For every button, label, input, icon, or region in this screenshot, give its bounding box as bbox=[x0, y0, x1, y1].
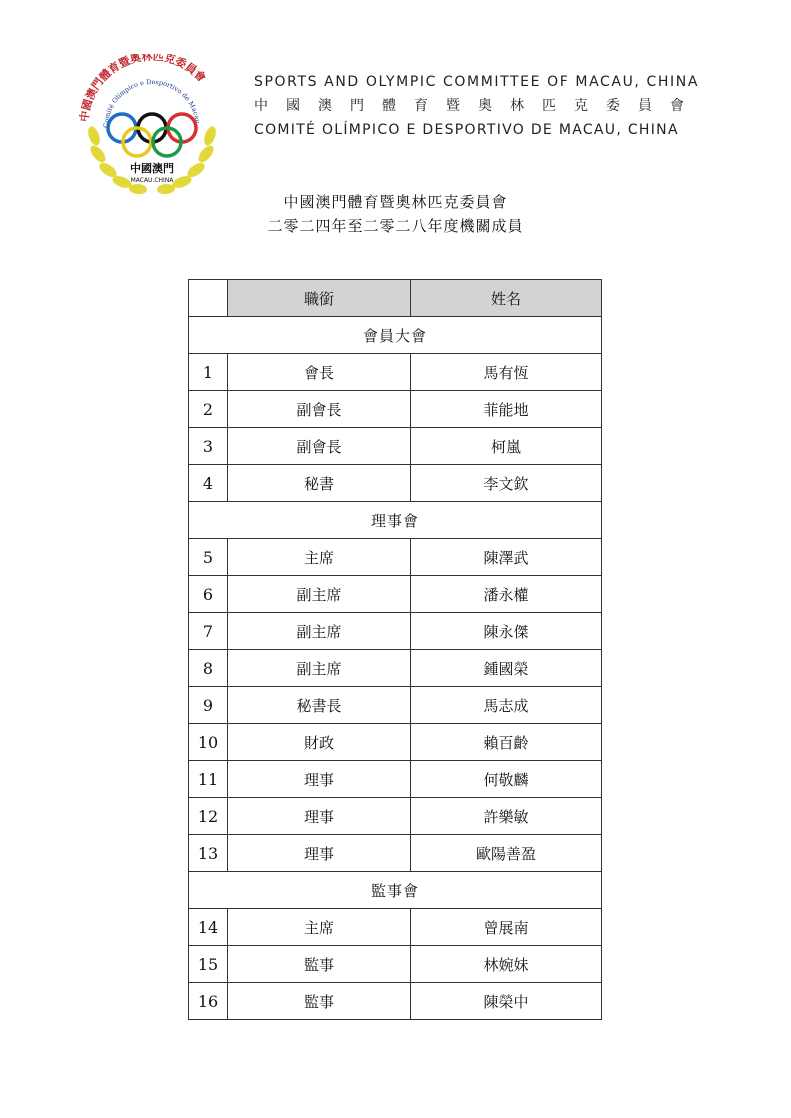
document-title bbox=[0, 190, 791, 238]
row-position: 秘書長 bbox=[228, 687, 411, 724]
row-name: 陳永傑 bbox=[411, 613, 602, 650]
logo-arc-text-pt: Comité Olímpico e Desportivo de Macau, bbox=[101, 77, 202, 129]
row-number: 10 bbox=[189, 724, 228, 761]
row-position: 副主席 bbox=[228, 650, 411, 687]
row-number: 11 bbox=[189, 761, 228, 798]
logo-label-en: MACAU.CHINA bbox=[130, 177, 174, 184]
row-position: 副會長 bbox=[228, 428, 411, 465]
table-row bbox=[189, 724, 602, 761]
row-number: 4 bbox=[189, 465, 228, 502]
section-row bbox=[189, 317, 602, 354]
row-name: 菲能地 bbox=[411, 391, 602, 428]
row-name: 鍾國榮 bbox=[411, 650, 602, 687]
row-name: 曾展南 bbox=[411, 909, 602, 946]
header-position: 職銜 bbox=[228, 280, 411, 317]
row-position: 副主席 bbox=[228, 613, 411, 650]
row-name: 何敬麟 bbox=[411, 761, 602, 798]
row-position: 監事 bbox=[228, 983, 411, 1020]
row-position: 秘書 bbox=[228, 465, 411, 502]
table-row bbox=[189, 835, 602, 872]
row-number: 6 bbox=[189, 576, 228, 613]
table-row bbox=[189, 909, 602, 946]
row-name: 許樂敏 bbox=[411, 798, 602, 835]
row-number: 13 bbox=[189, 835, 228, 872]
table-row bbox=[189, 983, 602, 1020]
table-row bbox=[189, 613, 602, 650]
committee-logo bbox=[72, 54, 232, 204]
logo-label-zh: 中國澳門 bbox=[130, 162, 174, 175]
logo-arc-text: 中國澳門體育暨奧林匹克委員會 bbox=[77, 54, 209, 123]
row-number: 16 bbox=[189, 983, 228, 1020]
table-row bbox=[189, 576, 602, 613]
laurel-wreath-icon bbox=[86, 125, 218, 195]
olympic-rings-icon bbox=[108, 114, 196, 156]
row-number: 7 bbox=[189, 613, 228, 650]
row-name: 陳澤武 bbox=[411, 539, 602, 576]
row-number: 15 bbox=[189, 946, 228, 983]
section-title: 會員大會 bbox=[189, 317, 602, 354]
title-line-2: 二零二四年至二零二八年度機關成員 bbox=[267, 217, 524, 235]
row-number: 3 bbox=[189, 428, 228, 465]
row-name: 柯嵐 bbox=[411, 428, 602, 465]
table-row bbox=[189, 687, 602, 724]
row-number: 1 bbox=[189, 354, 228, 391]
header-name: 姓名 bbox=[411, 280, 602, 317]
section-title: 理事會 bbox=[189, 502, 602, 539]
table-row bbox=[189, 650, 602, 687]
row-number: 12 bbox=[189, 798, 228, 835]
row-name: 歐陽善盈 bbox=[411, 835, 602, 872]
table-row bbox=[189, 798, 602, 835]
row-position: 財政 bbox=[228, 724, 411, 761]
row-position: 監事 bbox=[228, 946, 411, 983]
table-row bbox=[189, 391, 602, 428]
row-name: 潘永權 bbox=[411, 576, 602, 613]
title-line-1: 中國澳門體育暨奧林匹克委員會 bbox=[283, 193, 508, 211]
section-row bbox=[189, 502, 602, 539]
row-number: 9 bbox=[189, 687, 228, 724]
row-name: 陳榮中 bbox=[411, 983, 602, 1020]
row-position: 理事 bbox=[228, 761, 411, 798]
row-position: 副會長 bbox=[228, 391, 411, 428]
svg-text:中國澳門體育暨奧林匹克委員會 bbox=[77, 54, 209, 122]
row-number: 2 bbox=[189, 391, 228, 428]
table-row bbox=[189, 946, 602, 983]
row-number: 8 bbox=[189, 650, 228, 687]
org-name-zh: 中國澳門體育暨奧林匹克委員會 bbox=[254, 98, 702, 114]
row-position: 主席 bbox=[228, 909, 411, 946]
table-row bbox=[189, 354, 602, 391]
organization-header bbox=[254, 70, 702, 142]
row-name: 馬志成 bbox=[411, 687, 602, 724]
row-number: 14 bbox=[189, 909, 228, 946]
row-name: 賴百齡 bbox=[411, 724, 602, 761]
table-header-row bbox=[189, 280, 602, 317]
row-position: 主席 bbox=[228, 539, 411, 576]
org-name-pt: COMITÉ OLÍMPICO E DESPORTIVO DE MACAU, CHINA bbox=[254, 122, 679, 138]
row-number: 5 bbox=[189, 539, 228, 576]
row-position: 會長 bbox=[228, 354, 411, 391]
table-row bbox=[189, 761, 602, 798]
row-position: 理事 bbox=[228, 835, 411, 872]
row-position: 副主席 bbox=[228, 576, 411, 613]
row-name: 馬有恆 bbox=[411, 354, 602, 391]
roster-table bbox=[188, 279, 602, 1020]
section-row bbox=[189, 872, 602, 909]
table-row bbox=[189, 428, 602, 465]
row-name: 李文欽 bbox=[411, 465, 602, 502]
org-name-en: SPORTS AND OLYMPIC COMMITTEE OF MACAU, CHINA bbox=[254, 74, 700, 90]
header-number bbox=[189, 280, 228, 317]
row-name: 林婉妹 bbox=[411, 946, 602, 983]
row-position: 理事 bbox=[228, 798, 411, 835]
section-title: 監事會 bbox=[189, 872, 602, 909]
table-row bbox=[189, 539, 602, 576]
table-row bbox=[189, 465, 602, 502]
